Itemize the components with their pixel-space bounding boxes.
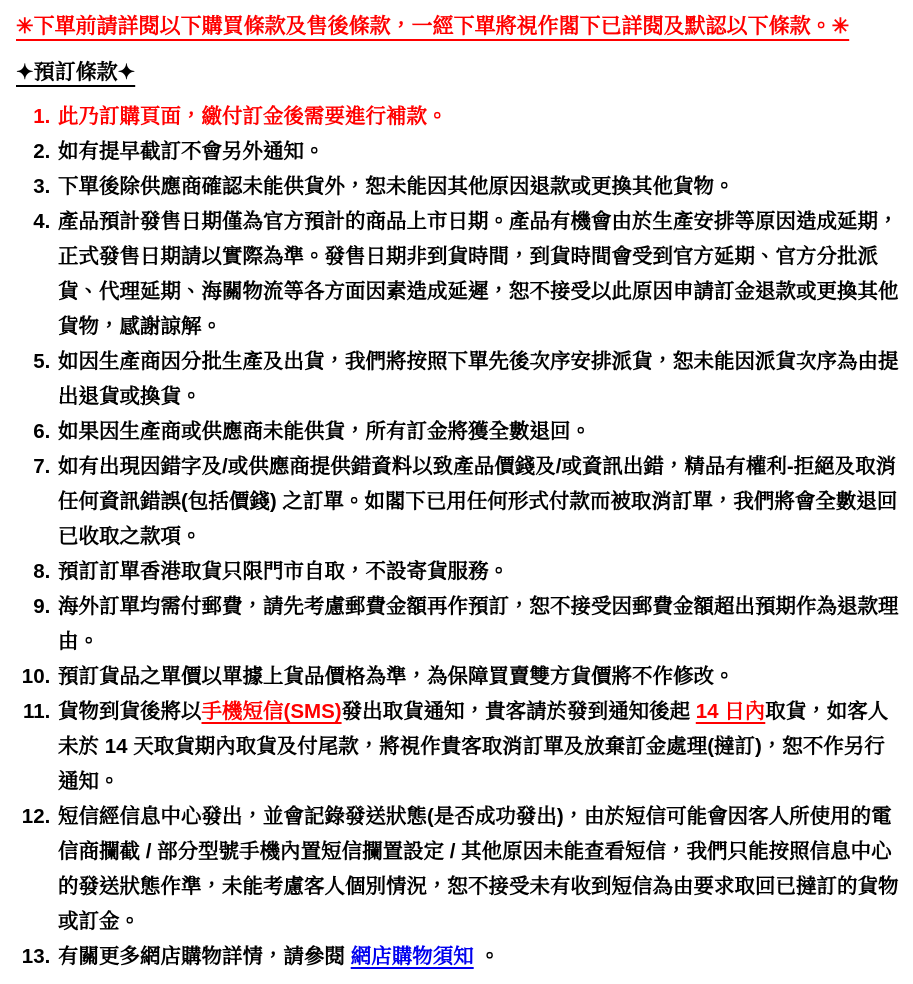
term-text: 如有出現因錯字及/或供應商提供錯資料以致產品價錢及/或資訊出錯，精品有權利-拒絕及取消任何資訊錯誤(包括價錢) 之訂單。如閣下已用任何形式付款而被取消訂單，我們將會全數退回已收取之款項。 <box>58 455 898 548</box>
term-text: 如有提早截訂不會另外通知。 <box>58 140 325 163</box>
term-text: 如因生產商因分批生產及出貨，我們將按照下單先後次序安排派貨，恕未能因派貨次序為由提出退貨或換貨。 <box>58 350 899 408</box>
term-text: 貨物到貨後將以 <box>58 700 202 723</box>
term-item-4 <box>56 204 899 344</box>
pickup-deadline-highlight: 14 日內 <box>695 700 766 723</box>
term-text: 預訂貨品之單價以單據上貨品價格為準，為保障買賣雙方貨價將不作修改。 <box>58 665 735 688</box>
term-text: 有關更多網店購物詳情，請參閱 <box>58 945 351 968</box>
term-text: 下單後除供應商確認未能供貨外，恕未能因其他原因退款或更換其他貨物。 <box>58 175 735 198</box>
term-item-13 <box>56 939 899 974</box>
term-text: 發出取貨通知，貴客請於發到通知後起 <box>341 700 696 723</box>
term-text: 產品預計發售日期僅為官方預計的商品上市日期。產品有機會由於生產安排等原因造成延期，正式發售日期請以實際為準。發售日期非到貨時間，到貨時間會受到官方延期、官方分批派貨、代理延期、海關物流等各方面因素造成延遲，恕不接受以此原因申請訂金退款或更換其他貨物，感謝諒解。 <box>58 210 899 338</box>
term-text: 海外訂單均需付郵費，請先考慮郵費金額再作預訂，恕不接受因郵費金額超出預期作為退款理由。 <box>58 595 899 653</box>
shop-guide-link[interactable]: 網店購物須知 <box>350 945 474 968</box>
term-text: 如果因生產商或供應商未能供貨，所有訂金將獲全數退回。 <box>58 420 591 443</box>
term-text: 此乃訂購頁面，繳付訂金後需要進行補款。 <box>58 105 448 128</box>
term-item-9 <box>56 589 899 659</box>
term-item-7 <box>56 449 899 554</box>
term-text: 。 <box>473 945 500 968</box>
term-item-12 <box>56 799 899 939</box>
term-text: 預訂訂單香港取貨只限門市自取，不設寄貨服務。 <box>58 560 509 583</box>
term-item-6 <box>56 414 899 449</box>
term-item-5 <box>56 344 899 414</box>
section-title <box>16 57 899 89</box>
term-item-2 <box>56 134 899 169</box>
term-item-1 <box>56 99 899 134</box>
term-text: 短信經信息中心發出，並會記錄發送狀態(是否成功發出)，由於短信可能會因客人所使用的電信商攔截 / 部分型號手機內置短信攔置設定 / 其他原因未能查看短信，我們只能按照信息中心的發送狀態作準，未能考慮客人個別情況，恕不接受未有收到短信為由要求取回已撻訂的貨物或訂金。 <box>58 805 899 933</box>
terms-list <box>16 99 899 974</box>
term-text: 取貨，如客人未於 14 天取貨期內取貨及付尾款，將視作貴客取消訂單及放棄訂金處理(撻訂)，恕不作另行通知。 <box>58 700 889 793</box>
term-item-11 <box>56 694 899 799</box>
section-title-text: ✦預訂條款✦ <box>16 61 136 84</box>
sms-notice-highlight: 手機短信(SMS) <box>201 700 342 723</box>
term-item-8 <box>56 554 899 589</box>
term-item-10 <box>56 659 899 694</box>
pre-order-notice-banner: ✳下單前請詳閱以下購買條款及售後條款，一經下單將視作閣下已詳閱及默認以下條款。✳ <box>16 15 850 38</box>
term-item-3 <box>56 169 899 204</box>
